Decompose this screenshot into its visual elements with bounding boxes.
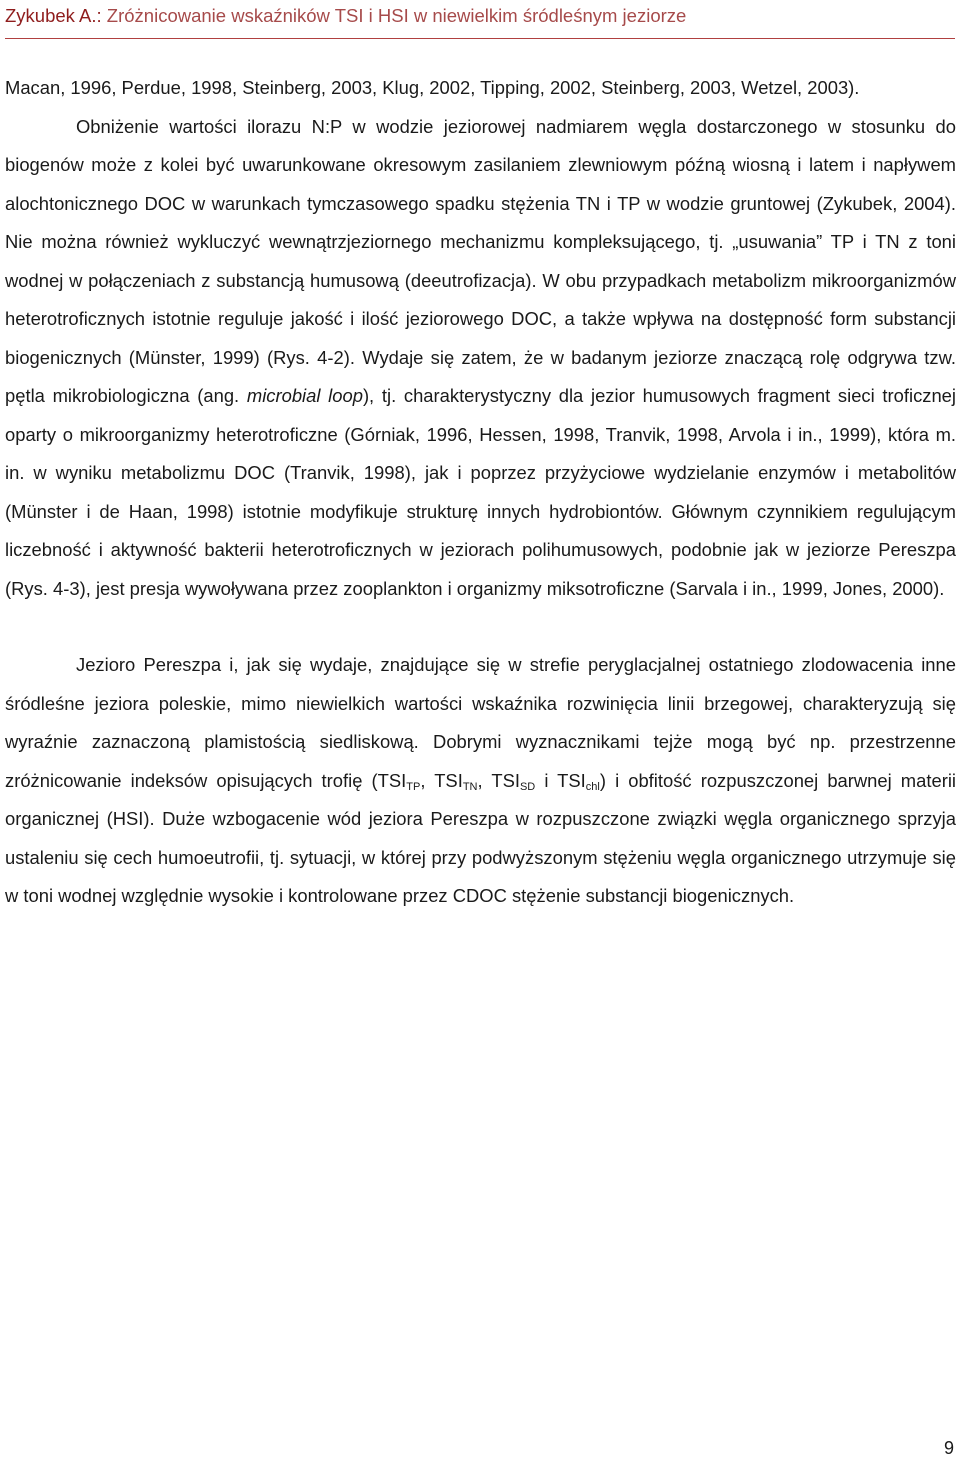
paragraph-np-ratio [5, 108, 956, 609]
index-tsi: TSI [557, 769, 586, 791]
separator: , [477, 769, 492, 791]
running-header [5, 4, 955, 28]
header-author: Zykubek A.: [5, 5, 102, 26]
header-title: Zróżnicowanie wskaźników TSI i HSI w niewielkim śródleśnym jeziorze [106, 5, 687, 26]
index-subscript: TP [406, 780, 421, 793]
index-subscript: TN [462, 780, 478, 793]
paragraph-text: ) i obfitość rozpuszczonej barwnej materii organicznej (HSI). Duże wzbogacenie wód jeziora Pereszpa w rozpuszczone związki węgla organicznego sprzyja ustaleniu się cech humoeutrofii, tj. sytuacji, w której przy podwyższonym stężeniu węgla organicznego utrzymuje się w toni wodnej względnie wysokie i kontrolowane przez CDOC stężenie substancji biogenicznych. [5, 769, 956, 906]
main-text [5, 69, 956, 916]
paragraph-continued: Macan, 1996, Perdue, 1998, Steinberg, 2003, Klug, 2002, Tipping, 2002, Steinberg, 2003, Wetzel, 2003). [5, 77, 860, 98]
italic-term: microbial loop [246, 385, 363, 406]
separator: , [420, 769, 435, 791]
index-tsi: TSI [434, 769, 463, 791]
paragraph-gap [5, 608, 956, 646]
paragraph-text: Obniżenie wartości ilorazu N:P w wodzie jeziorowej nadmiarem węgla dostarczonego w stosunku do biogenów może z kolei być uwarunkowane okresowym zasilaniem zlewniowym późną wiosną i latem i napływem alochtonicznego DOC w warunkach tymczasowego spadku stężenia TN i TP w wodzie gruntowej (Zykubek, 2004). Nie można również wykluczyć wewnątrzjeziornego mechanizmu kompleksującego, tj. „usuwania” TP i TN z toni wodnej w połączeniach z substancją humusową (deeutrofizacja). W obu przypadkach metabolizm mikroorganizmów heterotroficznych istotnie reguluje jakość i ilość jeziorowego DOC, a także wpływa na dostępność form substancji biogenicznych (Münster, 1999) (Rys. 4-2). Wydaje się zatem, że w badanym jeziorze znaczącą rolę odgrywa tzw. pętla mikrobiologiczna (ang. [5, 115, 956, 406]
index-tsi: TSI [491, 769, 520, 791]
index-tsi: TSI [377, 769, 407, 791]
index-subscript: chl [585, 780, 600, 793]
page-number: 9 [943, 1438, 954, 1458]
paragraph-pereszpa [5, 646, 956, 916]
index-subscript: SD [519, 780, 536, 793]
paragraph-text: Jezioro Pereszpa i, jak się wydaje, znajdujące się w strefie peryglacjalnej ostatniego zlodowacenia inne śródleśne jeziora poleskie, mimo niewielkich wartości wskaźnika rozwinięcia linii brzegowej, charakteryzują się wyraźnie zaznaczoną plamistością siedliskową. Dobrymi wyznacznikami tejże mogą być np. przestrzenne zróżnicowanie indeksów opisujących trofię ( [5, 654, 956, 791]
header-divider [5, 38, 955, 39]
paragraph-text: ), tj. charakterystyczny dla jezior humusowych fragment sieci troficznej oparty o mikroorganizmy heterotroficzne (Górniak, 1996, Hessen, 1998, Tranvik, 1998, Arvola i in., 1999), która m. in. w wyniku metabolizmu DOC (Tranvik, 1998), jak i poprzez przyżyciowe wydzielanie enzymów i metabolitów (Münster i de Haan, 1998) istotnie modyfikuje strukturę innych hydrobiontów. Głównym czynnikiem regulującym liczebność i aktywność bakterii heterotroficznych w jeziorach polihumusowych, podobnie jak w jeziorze Pereszpa (Rys. 4-3), jest presja wywoływana przez zooplankton i organizmy miksotroficzne (Sarvala i in., 1999, Jones, 2000). [5, 385, 957, 599]
separator: i [535, 769, 558, 791]
